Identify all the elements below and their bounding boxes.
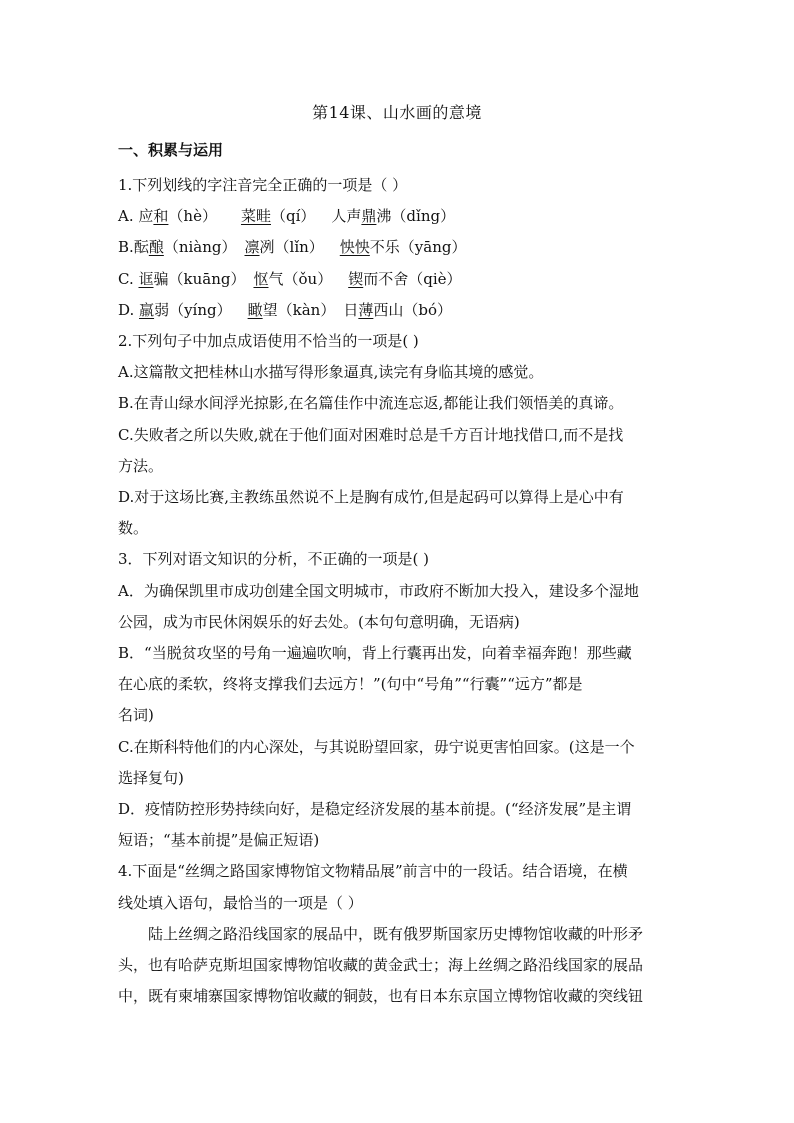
q3-option-a-cont: 公园，成为市民休闲娱乐的好去处。(本句句意明确，无语病) (118, 612, 520, 631)
q4-passage-line-1: 陆上丝绸之路沿线国家的展品中，既有俄罗斯国家历史博物馆收藏的叶形矛 (148, 924, 644, 943)
q2-option-d-cont: 数。 (118, 519, 149, 538)
q1-option-c: C. 诓骗（kuāng） 怄气（ǒu） 锲而不舍（qiè） (118, 269, 462, 288)
section-heading: 一、积累与运用 (118, 141, 224, 159)
q4-stem: 4.下面是“丝绸之路国家博物馆文物精品展”前言中的一段话。结合语境，在横 (118, 862, 628, 881)
q3-option-d: D．疫情防控形势持续向好，是稳定经济发展的基本前提。(“经济发展”是主谓 (118, 800, 632, 819)
q3-option-c-cont: 选择复句) (118, 768, 184, 787)
q2-option-a: A.这篇散文把桂林山水描写得形象逼真,读完有身临其境的感觉。 (118, 363, 544, 382)
q1-stem: 1.下列划线的字注音完全正确的一项是（ ） (118, 176, 408, 194)
q1-option-a: A. 应和（hè） 菜畦（qí） 人声鼎沸（dǐng） (118, 207, 456, 226)
q3-option-b-cont: 在心底的柔软，终将支撑我们去远方！”(句中“号角”“行囊”“远方”都是 (118, 675, 583, 694)
q3-option-c: C.在斯科特他们的内心深处，与其说盼望回家，毋宁说更害怕回家。(这是一个 (118, 737, 635, 756)
q2-option-c: C.失败者之所以失败,就在于他们面对困难时总是千方百计地找借口,而不是找 (118, 425, 624, 444)
q3-option-b: B．“当脱贫攻坚的号角一遍遍吹响，背上行囊再出发，向着幸福奔跑！那些藏 (118, 644, 632, 663)
q2-stem: 2.下列句子中加点成语使用不恰当的一项是( ) (118, 332, 419, 351)
q3-option-b-cont2: 名词) (118, 706, 154, 725)
q4-passage-line-2: 头，也有哈萨克斯坦国家博物馆收藏的黄金武士；海上丝绸之路沿线国家的展品 (118, 956, 644, 975)
page-title: 第14课、山水画的意境 (312, 103, 482, 122)
q1-option-d: D. 羸弱（yíng） 瞰望（kàn） 日薄西山（bó） (118, 300, 452, 319)
q3-stem: 3．下列对语文知识的分析，不正确的一项是( ) (118, 550, 430, 569)
question-content (118, 170, 678, 1012)
q2-option-d: D.对于这场比赛,主教练虽然说不上是胸有成竹,但是起码可以算得上是心中有 (118, 488, 624, 507)
q1-option-b: B.酝酿（niàng） 凛冽（lǐn） 怏怏不乐（yāng） (118, 238, 467, 257)
q4-stem-cont: 线处填入语句，最恰当的一项是（ ） (118, 893, 363, 912)
q3-option-a: A．为确保凯里市成功创建全国文明城市，市政府不断加大投入，建设多个湿地 (118, 581, 639, 600)
q2-option-b: B.在青山绿水间浮光掠影,在名篇佳作中流连忘返,都能让我们领悟美的真谛。 (118, 394, 624, 413)
q3-option-d-cont: 短语；“基本前提”是偏正短语) (118, 831, 320, 850)
q4-passage-line-3: 中，既有柬埔寨国家博物馆收藏的铜鼓，也有日本东京国立博物馆收藏的突线钮 (118, 987, 644, 1006)
q2-option-c-cont: 方法。 (118, 456, 164, 475)
